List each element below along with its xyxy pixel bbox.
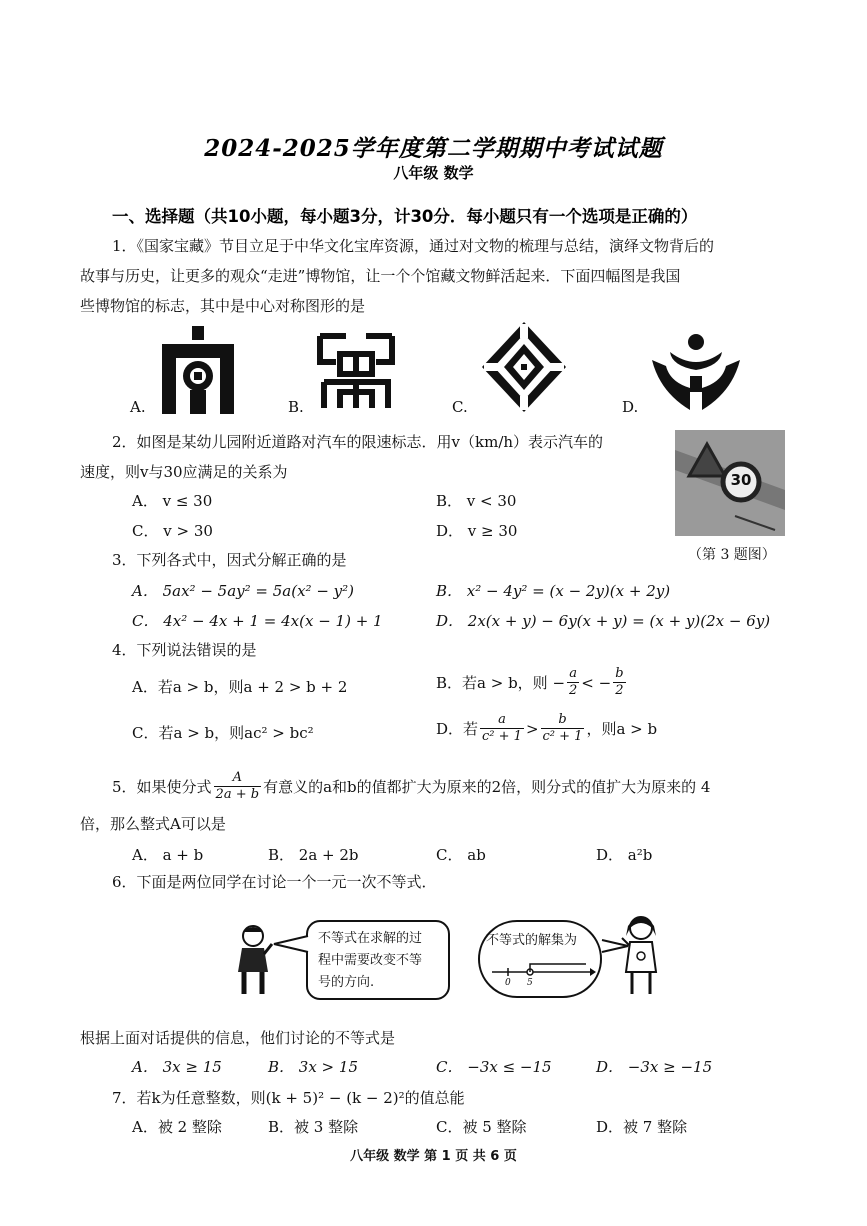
q2-line1: 2．如图是某幼儿园附近道路对汽车的限速标志．用v（km/h）表示汽车的 — [112, 433, 604, 451]
q6-option-b: B． 3x > 15 — [268, 1058, 358, 1076]
q3-option-c: C． 4x² − 4x + 1 = 4x(x − 1) + 1 — [132, 612, 383, 630]
axis-label-zero: 0 — [505, 978, 511, 988]
q5-option-d: D． a²b — [596, 846, 653, 864]
frac-denominator: c² + 1 — [542, 729, 583, 744]
axis-label-five: 5 — [527, 978, 533, 988]
q3-stem: 3．下列各式中，因式分解正确的是 — [112, 551, 347, 569]
exam-title: 2024-2025学年度第二学期期中考试试题 — [204, 135, 663, 162]
q6-stem: 6．下面是两位同学在讨论一个一元一次不等式． — [112, 873, 437, 891]
q2-option-b: B． v < 30 — [436, 492, 517, 510]
q3-option-d: D． 2x(x + y) − 6y(x + y) = (x + y)(2x − 6y) — [436, 612, 771, 630]
q4-option-d-prefix: D．若 — [436, 720, 479, 738]
q3-option-a: A． 5ax² − 5ay² = 5a(x² − y²) — [132, 582, 354, 600]
q4-option-d-gt: > — [525, 719, 539, 738]
q1-line2: 故事与历史，让更多的观众“走进”博物馆，让一个个馆藏文物鲜活起来．下面四幅图是我国 — [80, 267, 681, 285]
frac-numerator: a — [567, 666, 579, 683]
q4-stem: 4．下列说法错误的是 — [112, 641, 257, 659]
bubble-left-line2: 程中需要改变不等 — [318, 953, 423, 968]
q7-option-d: D．被 7 整除 — [596, 1118, 688, 1136]
q4-option-b-prefix: B．若a > b，则 − — [436, 674, 566, 692]
museum-logo-a — [160, 326, 236, 414]
figure-caption: （第 3 题图） — [688, 547, 776, 563]
q4-option-b-frac-b — [613, 666, 625, 699]
q2-option-a: A． v ≤ 30 — [132, 492, 213, 510]
q6-follow-up: 根据上面对话提供的信息，他们讨论的不等式是 — [80, 1029, 396, 1047]
q7-option-b: B．被 3 整除 — [268, 1118, 359, 1136]
q2-option-d: D． v ≥ 30 — [436, 522, 518, 540]
q4-option-d — [436, 712, 657, 745]
section-heading: 一、选择题（共10小题，每小题3分，计30分．每小题只有一个选项是正确的） — [112, 207, 698, 226]
q5-line2: 倍，那么整式A可以是 — [80, 815, 226, 833]
student-girl-icon — [618, 912, 664, 996]
q5-fraction — [214, 770, 262, 803]
frac-numerator: A — [214, 770, 262, 787]
q2-option-c: C． v > 30 — [132, 522, 213, 540]
museum-logo-c — [482, 322, 566, 412]
q7-option-a: A．被 2 整除 — [132, 1118, 222, 1136]
q1-line1: 1．《国家宝藏》节目立足于中华文化宝库资源，通过对文物的梳理与总结，演绎文物背后的 — [112, 237, 715, 255]
q4-option-b-frac-a — [567, 666, 579, 699]
frac-denominator: 2a + b — [215, 787, 260, 802]
q4-option-d-frac-a — [480, 712, 524, 745]
museum-logo-b — [316, 332, 396, 412]
q4-option-c: C．若a > b，则ac² > bc² — [132, 724, 314, 742]
bubble-left-line1: 不等式在求解的过 — [318, 931, 423, 946]
frac-denominator: c² + 1 — [482, 729, 522, 744]
q5-suffix: 有意义的a和b的值都扩大为原来的2倍，则分式的值扩大为原来的 4 — [263, 778, 711, 796]
q5-line1 — [112, 770, 710, 803]
speech-bubble-left — [306, 920, 450, 1000]
frac-denominator: 2 — [569, 683, 578, 698]
q5-option-c: C． ab — [436, 846, 486, 864]
bubble-left-tail-icon — [272, 934, 310, 954]
q7-stem: 7．若k为任意整数，则(k + 5)² − (k − 2)²的值总能 — [112, 1089, 465, 1107]
q5-prefix: 5．如果使分式 — [112, 778, 212, 796]
q1-label-a: A. — [130, 398, 146, 416]
frac-numerator: a — [480, 712, 524, 729]
q7-option-c: C．被 5 整除 — [436, 1118, 527, 1136]
q6-option-c: C． −3x ≤ −15 — [436, 1058, 552, 1076]
museum-logo-d — [650, 332, 742, 412]
frac-denominator: 2 — [615, 683, 624, 698]
bubble-right-text: 不等式的解集为 — [486, 933, 578, 948]
q5-option-b: B． 2a + 2b — [268, 846, 359, 864]
speed-sign-number: 30 — [730, 471, 752, 489]
bubble-left-line3: 号的方向. — [318, 975, 375, 990]
q6-option-a: A． 3x ≥ 15 — [132, 1058, 222, 1076]
q1-label-c: C. — [452, 398, 468, 416]
frac-numerator: b — [541, 712, 585, 729]
q3-option-b: B． x² − 4y² = (x − 2y)(x + 2y) — [436, 582, 671, 600]
student-boy-icon — [232, 924, 274, 996]
q5-option-a: A． a + b — [132, 846, 204, 864]
exam-subtitle: 八年级 数学 — [393, 164, 474, 182]
q6-option-d: D． −3x ≥ −15 — [596, 1058, 713, 1076]
frac-numerator: b — [615, 666, 624, 681]
speed-limit-photo — [675, 430, 785, 536]
q1-line3: 些博物馆的标志，其中是中心对称图形的是 — [80, 297, 366, 315]
page-footer: 八年级 数学 第 1 页 共 6 页 — [350, 1149, 517, 1164]
q4-option-b-mid: < − — [581, 673, 612, 692]
q1-label-b: B. — [288, 398, 304, 416]
q4-option-d-frac-b — [541, 712, 585, 745]
q1-label-d: D. — [622, 398, 639, 416]
number-line-graphic — [486, 958, 596, 990]
q2-line2: 速度，则v与30应满足的关系为 — [80, 463, 288, 481]
q4-option-d-suffix: ，则a > b — [586, 720, 658, 738]
q4-option-a: A．若a > b，则a + 2 > b + 2 — [132, 678, 348, 696]
q4-option-b — [436, 666, 628, 699]
